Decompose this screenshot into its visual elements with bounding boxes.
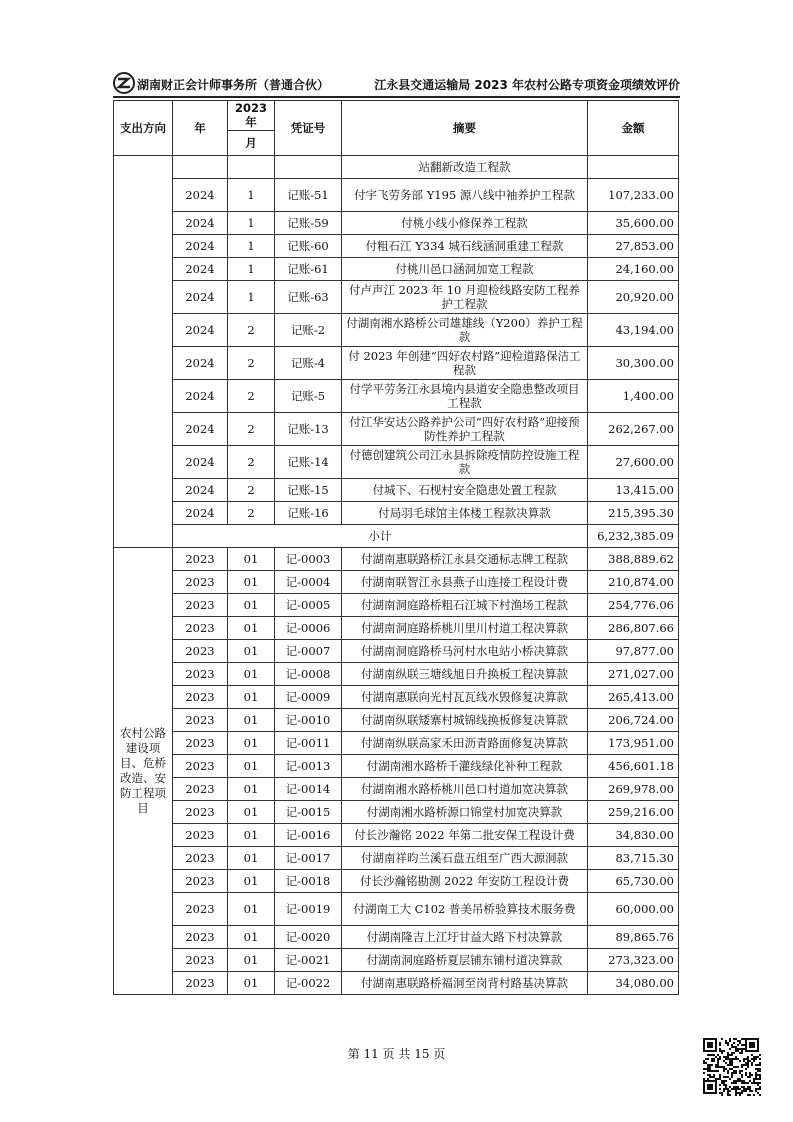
year-cell: 2023 [173,847,228,870]
year-cell: 2024 [173,479,228,502]
amount-cell: 271,027.00 [588,663,679,686]
qr-code-icon [703,1038,761,1096]
amount-cell: 83,715.30 [588,847,679,870]
table-row [114,413,679,446]
page-header [113,72,680,98]
amount-cell: 89,865.76 [588,926,679,949]
month-cell: 1 [228,258,275,281]
summary-cell: 付湖南工大 C102 普美吊桥验算技术服务费 [342,893,588,926]
summary-cell: 付湖南纵联高家禾田沥青路面修复决算款 [342,732,588,755]
year-cell: 2023 [173,870,228,893]
month-cell: 01 [228,893,275,926]
amount-cell: 13,415.00 [588,479,679,502]
year-cell: 2023 [173,548,228,571]
table-row [114,870,679,893]
table-row [114,235,679,258]
year-cell [173,156,228,179]
table-row [114,380,679,413]
amount-cell: 286,807.66 [588,617,679,640]
firm-name: 湖南财正会计师事务所（普通合伙） [137,78,330,92]
year-cell: 2024 [173,446,228,479]
voucher-cell: 记-0005 [275,594,342,617]
month-cell: 01 [228,732,275,755]
table-row [114,663,679,686]
month-cell: 01 [228,847,275,870]
col-amount: 金额 [588,101,679,156]
amount-cell: 173,951.00 [588,732,679,755]
voucher-cell: 记-0020 [275,926,342,949]
summary-cell: 站翻新改造工程款 [342,156,588,179]
table-row [114,778,679,801]
month-cell: 2 [228,380,275,413]
voucher-cell: 记账-14 [275,446,342,479]
month-cell: 01 [228,926,275,949]
summary-cell: 付桃小线小修保养工程款 [342,212,588,235]
amount-cell: 34,080.00 [588,972,679,995]
summary-cell: 付长沙瀚铭 2022 年第二批安保工程设计费 [342,824,588,847]
table-row [114,156,679,179]
voucher-cell: 记账-59 [275,212,342,235]
year-cell: 2024 [173,235,228,258]
month-cell: 1 [228,212,275,235]
month-cell: 01 [228,755,275,778]
summary-cell: 付湖南湘水路桥千灌线绿化补种工程款 [342,755,588,778]
direction-cell: 农村公路建设项目、危桥改造、安防工程项目 [114,548,173,995]
summary-cell: 付江华安达公路养护公司“四好农村路”迎接预防性养护工程款 [342,413,588,446]
summary-cell: 付湖南纵联三塘线旭日升换板工程决算款 [342,663,588,686]
month-cell: 2 [228,413,275,446]
year-cell: 2024 [173,281,228,314]
summary-cell: 付桃川邑口涵洞加宽工程款 [342,258,588,281]
month-cell: 2 [228,479,275,502]
col-voucher: 凭证号 [275,101,342,156]
year-cell: 2024 [173,502,228,525]
amount-cell: 273,323.00 [588,949,679,972]
month-cell: 01 [228,686,275,709]
voucher-cell [275,156,342,179]
summary-cell: 付湖南纵联矮寨村城锦线换板修复决算款 [342,709,588,732]
year-cell: 2023 [173,949,228,972]
summary-cell: 付卢声江 2023 年 10 月迎检线路安防工程养护工程款 [342,281,588,314]
table-row [114,548,679,571]
amount-cell: 34,830.00 [588,824,679,847]
summary-cell: 付宇飞劳务部 Y195 源八线中袖养护工程款 [342,179,588,212]
table-row [114,755,679,778]
col-summary: 摘要 [342,101,588,156]
amount-cell: 1,400.00 [588,380,679,413]
month-cell: 01 [228,824,275,847]
voucher-cell: 记-0015 [275,801,342,824]
table-row [114,949,679,972]
year-cell: 2024 [173,380,228,413]
amount-cell: 43,194.00 [588,314,679,347]
direction-cell [114,156,173,548]
amount-cell: 65,730.00 [588,870,679,893]
year-cell: 2024 [173,413,228,446]
voucher-cell: 记-0022 [275,972,342,995]
month-cell: 01 [228,663,275,686]
subtotal-label: 小计 [173,525,588,548]
year-cell: 2024 [173,314,228,347]
table-row [114,824,679,847]
amount-cell: 35,600.00 [588,212,679,235]
amount-cell: 30,300.00 [588,347,679,380]
voucher-cell: 记账-60 [275,235,342,258]
table-row [114,446,679,479]
year-cell: 2023 [173,893,228,926]
table-row [114,709,679,732]
summary-cell: 付局羽毛球馆主体楼工程款决算款 [342,502,588,525]
voucher-table [113,100,679,995]
amount-cell: 269,978.00 [588,778,679,801]
summary-cell: 付湖南洞庭路桥夏层铺东铺村道决算款 [342,949,588,972]
month-cell: 2 [228,314,275,347]
table-row [114,732,679,755]
summary-cell: 付湖南洞庭路桥桃川里川村道工程决算款 [342,617,588,640]
table-row [114,640,679,663]
year-cell: 2023 [173,755,228,778]
summary-cell: 付湖南惠联路桥福洞至岗背村路基决算款 [342,972,588,995]
table-row [114,347,679,380]
table-row [114,893,679,926]
table-row [114,258,679,281]
table-row [114,972,679,995]
summary-cell: 付学平劳务江永县境内县道安全隐患整改项目工程款 [342,380,588,413]
year-cell: 2023 [173,972,228,995]
month-cell: 2 [228,502,275,525]
col-year: 年 [173,101,228,156]
table-row [114,571,679,594]
table-row [114,801,679,824]
table-row [114,314,679,347]
month-cell: 1 [228,235,275,258]
year-cell: 2024 [173,212,228,235]
table-row [114,686,679,709]
year-cell: 2023 [173,571,228,594]
amount-cell: 265,413.00 [588,686,679,709]
year-cell: 2023 [173,663,228,686]
year-cell: 2024 [173,258,228,281]
table-row [114,847,679,870]
amount-cell: 60,000.00 [588,893,679,926]
voucher-cell: 记账-16 [275,502,342,525]
amount-cell [588,156,679,179]
summary-cell: 付 2023 年创建“四好农村路”迎检道路保洁工程款 [342,347,588,380]
voucher-cell: 记-0009 [275,686,342,709]
voucher-cell: 记账-2 [275,314,342,347]
amount-cell: 210,874.00 [588,571,679,594]
month-cell: 01 [228,571,275,594]
voucher-cell: 记账-51 [275,179,342,212]
year-cell: 2024 [173,347,228,380]
month-cell: 01 [228,548,275,571]
amount-cell: 259,216.00 [588,801,679,824]
summary-cell: 付湖南湘水路桥桃川邑口村道加宽决算款 [342,778,588,801]
year-cell: 2023 [173,617,228,640]
table-row [114,594,679,617]
amount-cell: 97,877.00 [588,640,679,663]
year-cell: 2023 [173,926,228,949]
year-cell: 2024 [173,179,228,212]
amount-cell: 388,889.62 [588,548,679,571]
table-row [114,281,679,314]
col-direction: 支出方向 [114,101,173,156]
summary-cell: 付德创建筑公司江永县拆除疫情防控设施工程款 [342,446,588,479]
page-number: 第 11 页 共 15 页 [347,1047,446,1061]
month-cell: 01 [228,801,275,824]
year-cell: 2023 [173,732,228,755]
year-cell: 2023 [173,778,228,801]
voucher-cell: 记账-13 [275,413,342,446]
voucher-cell: 记-0017 [275,847,342,870]
table-row [114,926,679,949]
table-header-row [114,101,679,131]
amount-cell: 254,776.06 [588,594,679,617]
col-month-bottom: 月 [228,130,275,155]
table-row [114,617,679,640]
month-cell: 01 [228,709,275,732]
amount-cell: 20,920.00 [588,281,679,314]
voucher-cell: 记-0014 [275,778,342,801]
subtotal-amount: 6,232,385.09 [588,525,679,548]
subtotal-row [114,525,679,548]
year-cell: 2023 [173,801,228,824]
table-row [114,212,679,235]
summary-cell: 付湖南湘水路桥源口锦堂村加宽决算款 [342,801,588,824]
amount-cell: 262,267.00 [588,413,679,446]
voucher-cell: 记-0019 [275,893,342,926]
summary-cell: 付长沙瀚铭勘测 2022 年安防工程设计费 [342,870,588,893]
month-cell: 01 [228,972,275,995]
voucher-cell: 记-0010 [275,709,342,732]
amount-cell: 206,724.00 [588,709,679,732]
voucher-cell: 记-0021 [275,949,342,972]
month-cell: 01 [228,949,275,972]
summary-cell: 付城下、石枧村安全隐患处置工程款 [342,479,588,502]
year-cell: 2023 [173,686,228,709]
summary-cell: 付湖南惠联路桥江永县交通标志牌工程款 [342,548,588,571]
voucher-cell: 记-0004 [275,571,342,594]
amount-cell: 27,600.00 [588,446,679,479]
voucher-cell: 记账-61 [275,258,342,281]
col-month-top: 2023年 [228,101,275,131]
year-cell: 2023 [173,594,228,617]
year-cell: 2023 [173,709,228,732]
amount-cell: 24,160.00 [588,258,679,281]
voucher-cell: 记-0007 [275,640,342,663]
document-title: 江永县交通运输局 2023 年农村公路专项资金项绩效评价 [374,78,680,92]
summary-cell: 付湖南联智江永县燕子山连接工程设计费 [342,571,588,594]
voucher-cell: 记账-4 [275,347,342,380]
firm-logo-icon [113,72,135,94]
voucher-cell: 记-0011 [275,732,342,755]
summary-cell: 付湖南惠联向光村瓦瓦线水毁修复决算款 [342,686,588,709]
month-cell: 2 [228,347,275,380]
summary-cell: 付湖南洞庭路桥粗石江城下村渔场工程款 [342,594,588,617]
amount-cell: 456,601.18 [588,755,679,778]
amount-cell: 107,233.00 [588,179,679,212]
voucher-cell: 记-0016 [275,824,342,847]
voucher-cell: 记-0008 [275,663,342,686]
month-cell: 1 [228,179,275,212]
amount-cell: 27,853.00 [588,235,679,258]
amount-cell: 215,395.30 [588,502,679,525]
month-cell: 01 [228,617,275,640]
table-row [114,479,679,502]
month-cell: 1 [228,281,275,314]
month-cell: 2 [228,446,275,479]
summary-cell: 付粗石江 Y334 城石线涵洞重建工程款 [342,235,588,258]
month-cell: 01 [228,778,275,801]
voucher-cell: 记-0003 [275,548,342,571]
table-row [114,502,679,525]
year-cell: 2023 [173,640,228,663]
voucher-cell: 记-0013 [275,755,342,778]
voucher-cell: 记-0018 [275,870,342,893]
month-cell: 01 [228,870,275,893]
voucher-cell: 记账-63 [275,281,342,314]
voucher-cell: 记-0006 [275,617,342,640]
summary-cell: 付湖南洞庭路桥马河村水电站小桥决算款 [342,640,588,663]
voucher-cell: 记账-15 [275,479,342,502]
summary-cell: 付湖南隆吉上江圩甘益大路下村决算款 [342,926,588,949]
table-row [114,179,679,212]
summary-cell: 付湖南祥昀兰溪石盘五组至广西大源洞款 [342,847,588,870]
year-cell: 2023 [173,824,228,847]
summary-cell: 付湖南湘水路桥公司雄雄线（Y200）养护工程款 [342,314,588,347]
voucher-cell: 记账-5 [275,380,342,413]
month-cell [228,156,275,179]
month-cell: 01 [228,594,275,617]
month-cell: 01 [228,640,275,663]
